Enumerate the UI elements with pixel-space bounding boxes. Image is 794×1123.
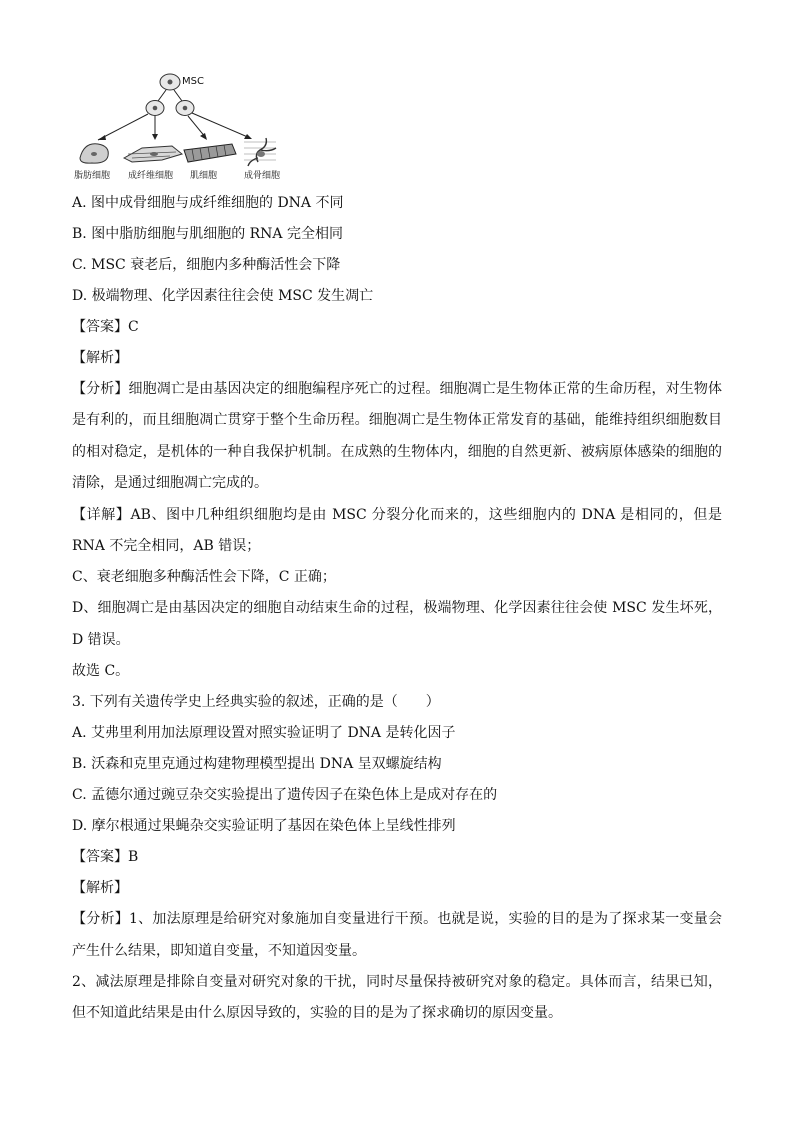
fibroblast-label: 成纤维细胞 xyxy=(128,171,174,181)
q3-answer: 【答案】B xyxy=(72,849,139,866)
question-content xyxy=(72,188,722,1030)
muscle-cell-icon xyxy=(184,144,236,162)
q2-option-d: D. 极端物理、化学因素往往会使 MSC 发生凋亡 xyxy=(72,288,374,304)
msc-differentiation-diagram xyxy=(72,68,312,186)
q2-detail-d: D、细胞凋亡是由基因决定的细胞自动结束生命的过程，极端物理、化学因素往往会使 MSC 发生坏死，D 错误。 xyxy=(72,600,722,648)
q3-analysis-fenxi-1: 【分析】1、加法原理是给研究对象施加自变量进行干预。也就是说，实验的目的是为了探求某一变量会产生什么结果，即知道自变量，不知道因变量。 xyxy=(72,911,722,959)
q2-option-c: C. MSC 衰老后，细胞内多种酶活性会下降 xyxy=(72,257,341,273)
q2-answer: 【答案】C xyxy=(72,319,139,335)
q3-option-c: C. 孟德尔通过豌豆杂交实验提出了遗传因子在染色体上是成对存在的 xyxy=(72,787,498,804)
msc-label: MSC xyxy=(182,76,204,87)
q2-conclusion: 故选 C。 xyxy=(72,663,130,680)
q3-option-d: D. 摩尔根通过果蝇杂交实验证明了基因在染色体上呈线性排列 xyxy=(72,818,456,835)
q2-analysis-heading: 【解析】 xyxy=(72,350,128,366)
q3-option-a: A. 艾弗里利用加法原理设置对照实验证明了 DNA 是转化因子 xyxy=(72,725,456,742)
q3-analysis-heading: 【解析】 xyxy=(72,880,128,897)
q2-detail-c: C、衰老细胞多种酶活性会下降，C 正确； xyxy=(72,569,336,586)
fibroblast-icon xyxy=(124,146,182,162)
fat-cell-label: 脂肪细胞 xyxy=(74,171,111,181)
q2-analysis-fenxi: 【分析】细胞凋亡是由基因决定的细胞编程序死亡的过程。细胞凋亡是生物体正常的生命历程，对生物体是有利的，而且细胞凋亡贯穿于整个生命历程。细胞凋亡是生物体正常发育的基础，能维持组织细胞数目的相对稳定，是机体的一种自我保护机制。在成熟的生物体内，细胞的自然更新、被病原体感染的细胞的清除，是通过细胞凋亡完成的。 xyxy=(72,381,722,492)
q3-option-b: B. 沃森和克里克通过构建物理模型提出 DNA 呈双螺旋结构 xyxy=(72,756,442,773)
q2-option-a: A. 图中成骨细胞与成纤维细胞的 DNA 不同 xyxy=(72,195,344,211)
q3-stem: 3. 下列有关遗传学史上经典实验的叙述，正确的是（ ） xyxy=(72,694,440,711)
bone-cell-icon xyxy=(244,138,276,166)
muscle-cell-label: 肌细胞 xyxy=(190,171,218,181)
q2-detail-ab: 【详解】AB、图中几种组织细胞均是由 MSC 分裂分化而来的，这些细胞内的 DNA 是相同的，但是 RNA 不完全相同，AB 错误； xyxy=(72,506,722,555)
q3-analysis-fenxi-2: 2、减法原理是排除自变量对研究对象的干扰，同时尽量保持被研究对象的稳定。具体而言，结果已知，但不知道此结果是由什么原因导致的，实验的目的是为了探求确切的原因变量。 xyxy=(72,974,722,1022)
q2-option-b: B. 图中脂肪细胞与肌细胞的 RNA 完全相同 xyxy=(72,226,343,242)
bone-cell-label: 成骨细胞 xyxy=(244,171,281,181)
